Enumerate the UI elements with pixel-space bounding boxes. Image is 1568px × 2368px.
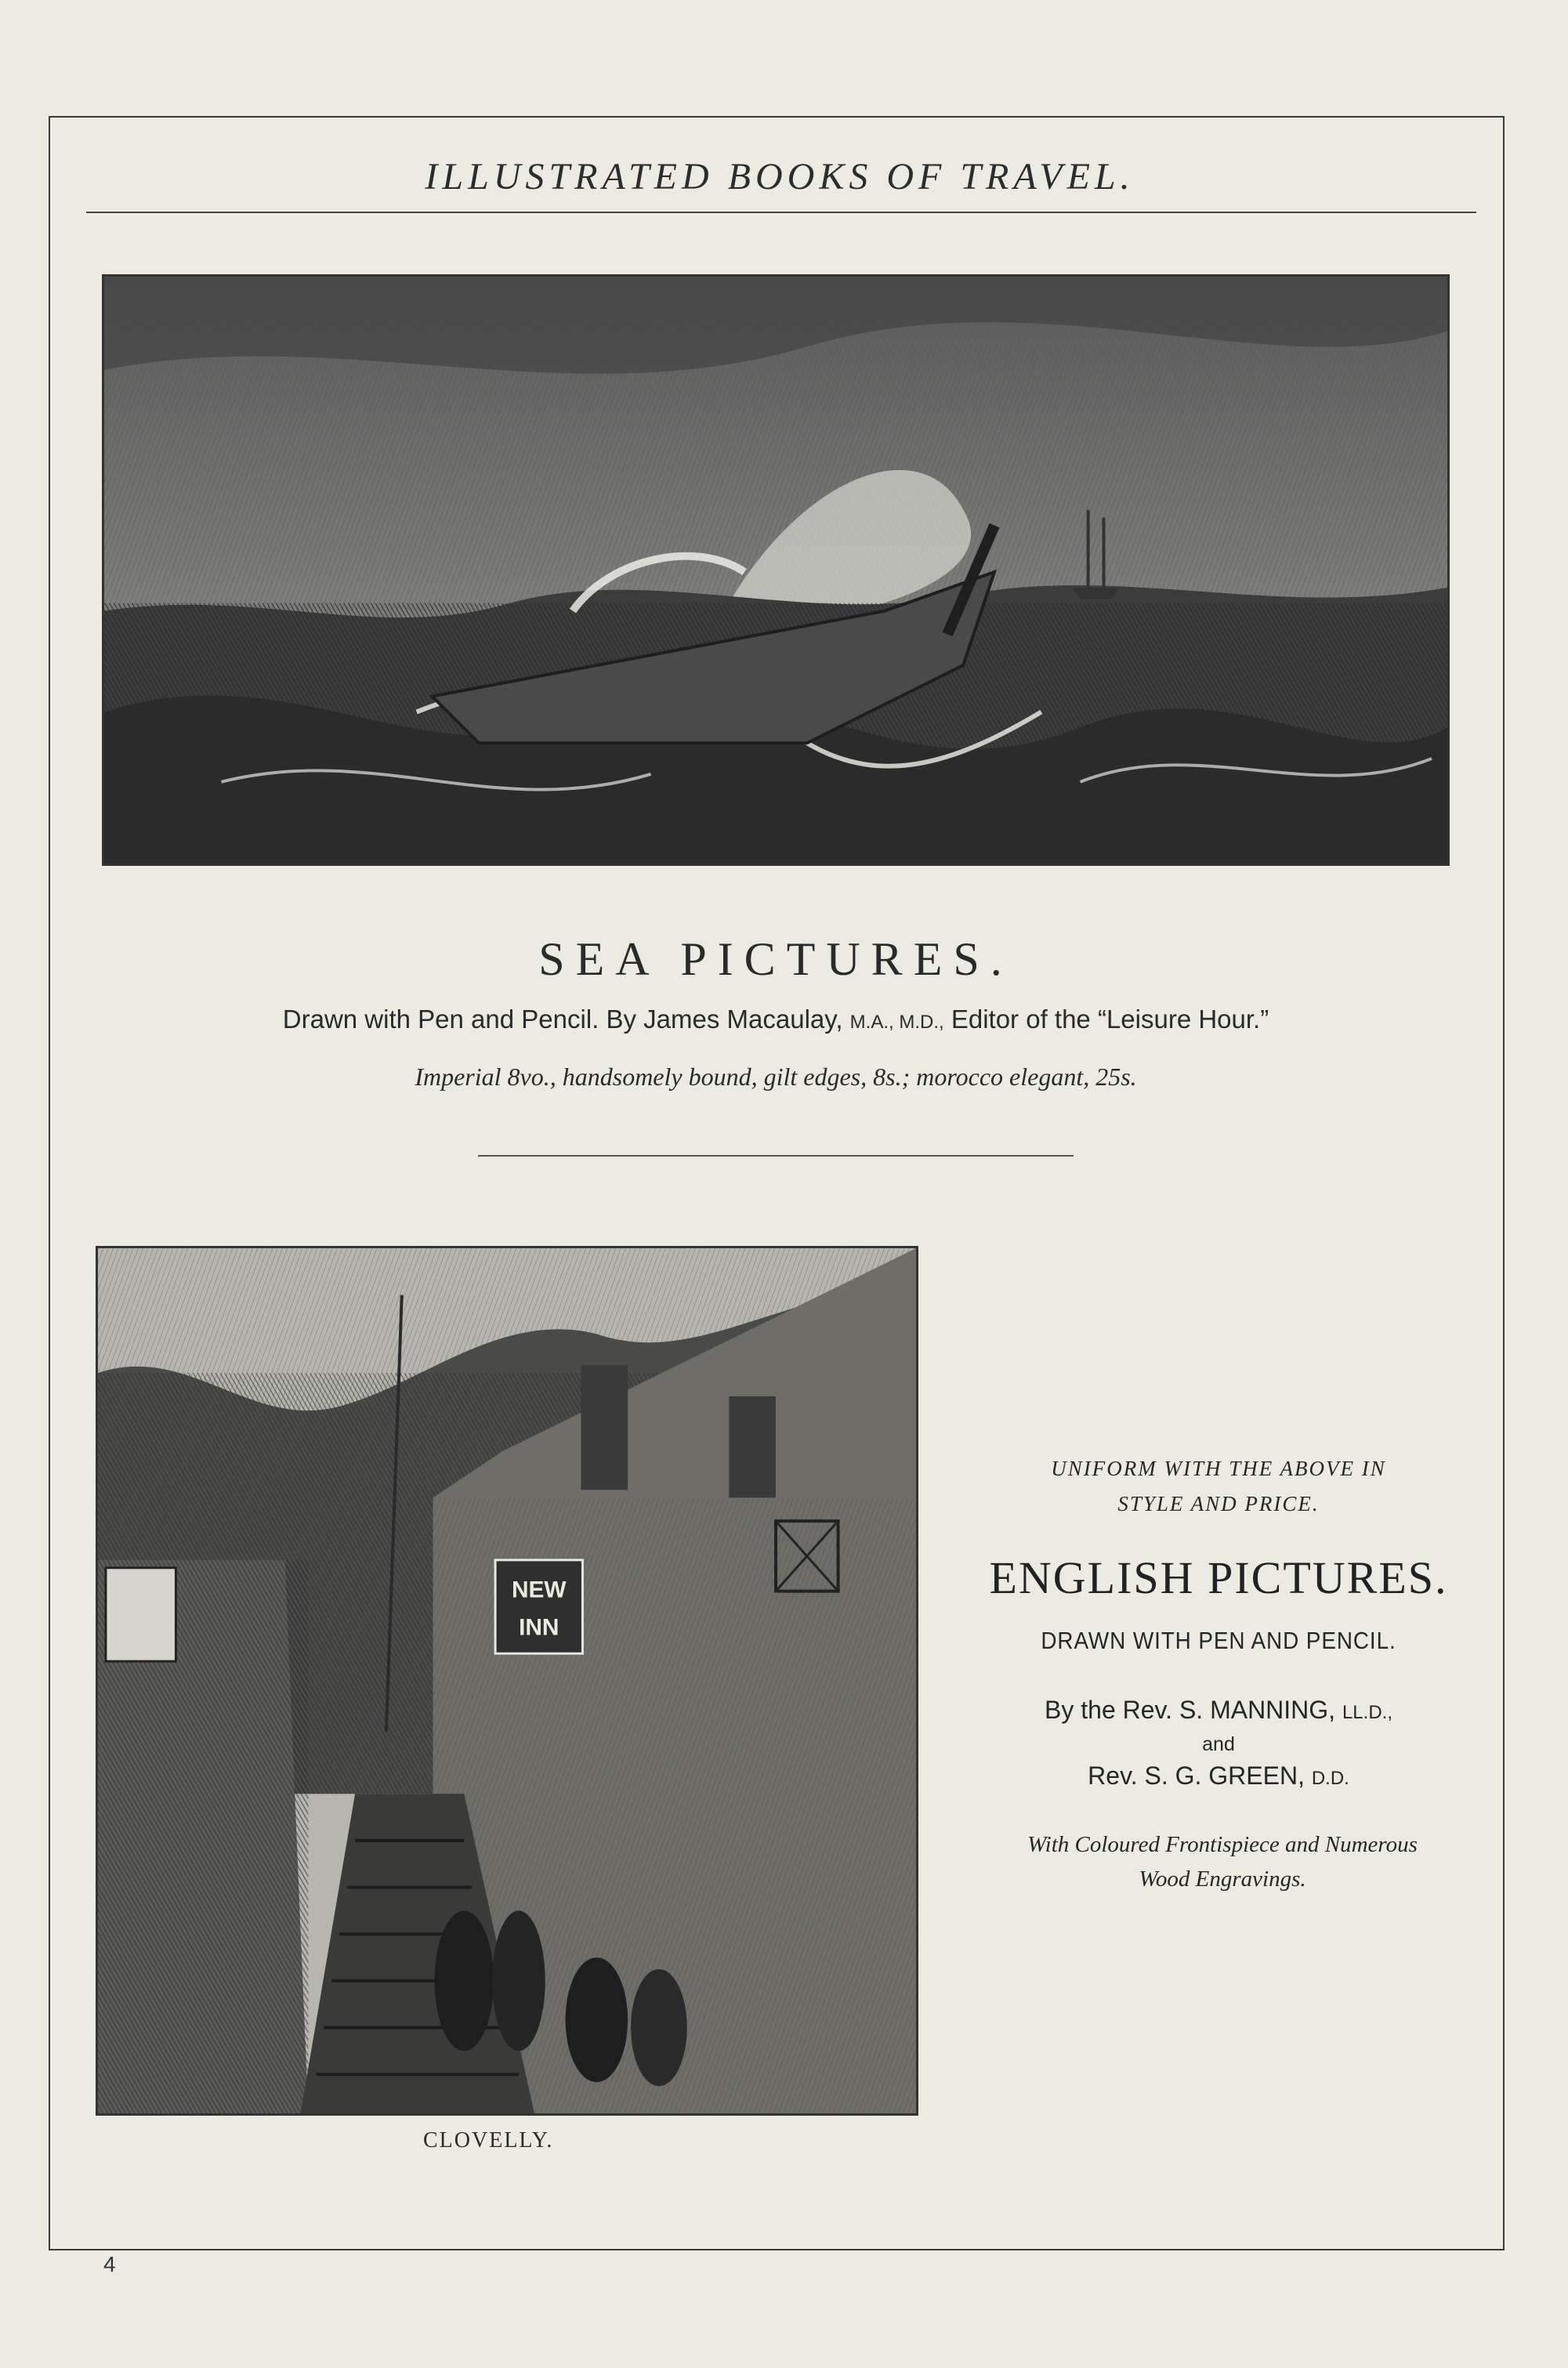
uniform-note [948, 1451, 1489, 1522]
and-word: and [1202, 1733, 1235, 1755]
clovelly-caption: CLOVELLY. [423, 2128, 554, 2153]
page-number: 4 [103, 2252, 116, 2276]
uniform-line-2: STYLE AND PRICE. [1117, 1492, 1320, 1515]
illustration-note-line-1: With Coloured Frontispiece and Numerous [1027, 1832, 1418, 1857]
running-title: ILLUSTRATED BOOKS OF TRAVEL. [425, 156, 1135, 197]
sea-pictures-byline [102, 1005, 1450, 1034]
author-manning-degree: LL.D., [1342, 1702, 1392, 1723]
english-pictures-subtitle: DRAWN WITH PEN AND PENCIL. [1041, 1627, 1396, 1654]
sea-pictures-binding: Imperial 8vo., handsomely bound, gilt edges, 8s.; morocco elegant, 25s. [415, 1063, 1137, 1091]
village-street-illustration [98, 1248, 916, 2113]
sea-engraving [102, 274, 1450, 866]
author-manning [940, 1696, 1497, 1725]
sea-pictures-title: SEA PICTURES. [538, 933, 1013, 985]
illustration-note-line-2: Wood Engravings. [1139, 1867, 1306, 1892]
author-green-degree: D.D. [1311, 1768, 1349, 1789]
english-pictures-title: ENGLISH PICTURES. [989, 1552, 1448, 1603]
author-green [940, 1762, 1497, 1790]
inn-sign-line2: INN [519, 1614, 559, 1641]
author-manning-name: By the Rev. S. MANNING, [1045, 1696, 1336, 1724]
uniform-line-1: UNIFORM WITH THE ABOVE IN [1051, 1457, 1386, 1480]
byline-text: Drawn with Pen and Pencil. By James Macaulay, [282, 1005, 843, 1034]
illustration-note [948, 1827, 1497, 1896]
shipwreck-illustration [104, 277, 1447, 864]
header-rule [86, 212, 1476, 213]
inn-sign-line1: NEW [511, 1577, 567, 1603]
clovelly-engraving [96, 1246, 918, 2116]
section-divider [478, 1155, 1074, 1157]
author-green-name: Rev. S. G. GREEN, [1088, 1762, 1305, 1790]
byline-degrees: M.A., M.D., [849, 1012, 944, 1033]
byline-editor: Editor of the “Leisure Hour.” [951, 1005, 1269, 1034]
